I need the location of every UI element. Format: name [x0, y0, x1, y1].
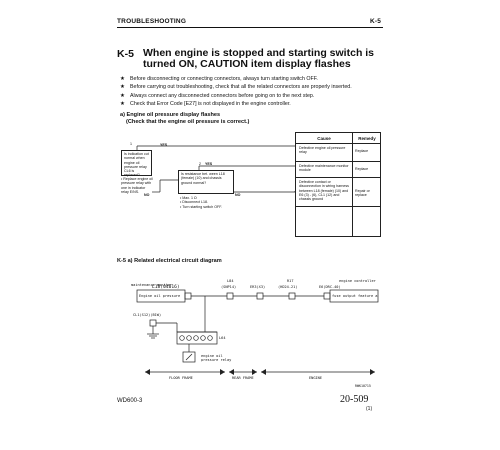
- row-divider: [296, 177, 381, 178]
- cl1-label: CL1(S12)(B1W): [133, 313, 162, 317]
- table-row-remedy: Replace: [355, 167, 369, 171]
- cause-remedy-table: [295, 132, 381, 237]
- q2-yes-label: YES: [205, 162, 213, 166]
- remedy-header: Remedy: [358, 135, 376, 141]
- q2-number: 2: [199, 162, 201, 166]
- precaution-item: ★ Before disconnecting or connecting connectors, always turn starting switch OFF.: [120, 76, 318, 82]
- precaution-item: ★ Before carrying out troubleshooting, check that all the related connectors are properly inserted.: [120, 84, 352, 91]
- table-row-cause: Defective maintenance monitor module: [299, 164, 349, 173]
- q1-yes-label: YES: [160, 143, 168, 147]
- q2-no-label: NO: [235, 193, 241, 197]
- floor-frame-label: FLOOR FRAME: [169, 376, 193, 380]
- r17-label: R17: [287, 279, 294, 283]
- maintenance-monitor-label: maintenance monitor: [131, 283, 173, 287]
- e6-label: E6(DRC-40): [319, 285, 341, 289]
- table-row-remedy: Replace: [355, 149, 369, 153]
- precaution-item: ★ Always connect any disconnected connectors before going on to the next step.: [120, 92, 315, 99]
- l18-label: L18(04016): [152, 285, 180, 290]
- drawing-number: RWK10715: [355, 384, 371, 388]
- star-icon: ★: [120, 92, 125, 99]
- snp14-label: (SNP14): [221, 285, 237, 289]
- star-icon: ★: [120, 100, 125, 107]
- page-number: 20-509: [340, 394, 369, 405]
- engine-controller-label: engine controller: [339, 279, 376, 283]
- question-1-box: Is indication cut normal when engine oil pressure relay CL6 is replaced?: [121, 150, 152, 176]
- q1-number: 1: [130, 142, 132, 146]
- relay-connector-label: L64: [219, 336, 226, 340]
- row-divider: [296, 161, 381, 162]
- question-2-note: • Max. 1 Ω • Disconnect L18. • Turn starting switch OFF.: [180, 196, 222, 209]
- precaution-item: ★ Check that Error Code [E27] is not displayed in the engine controller.: [120, 100, 291, 107]
- column-divider: [352, 133, 353, 237]
- question-1-note: • Replace engine oil pressure relay with one in indicator relay E/NS.: [121, 177, 153, 194]
- star-icon: ★: [120, 76, 125, 82]
- title-code: K-5: [117, 48, 134, 60]
- page-title: When engine is stopped and starting switch is turned ON, CAUTION item display flashes: [143, 47, 375, 70]
- rear-frame-label: REAR FRAME: [232, 376, 254, 380]
- er3-label: ER3(X3): [250, 285, 266, 289]
- fuse-output-label: fuse output feature a: [332, 294, 378, 298]
- hd24-label: (HD24-21): [278, 285, 298, 289]
- table-row-remedy: Repair or replace: [355, 189, 370, 198]
- section-a-subtitle: (Check that the engine oil pressure is correct.): [126, 119, 250, 125]
- header-section-title: TROUBLESHOOTING: [117, 18, 187, 25]
- l84-label: L84: [227, 279, 234, 283]
- q1-no-label: NO: [144, 193, 150, 197]
- row-divider: [296, 206, 381, 207]
- engine-label: ENGINE: [309, 376, 322, 380]
- star-icon: ★: [120, 84, 125, 91]
- model-number: WD600-3: [117, 398, 143, 404]
- section-a-title: a) Engine oil pressure display flashes: [120, 112, 221, 118]
- section-b-title: K-5 a) Related electrical circuit diagram: [117, 258, 222, 264]
- table-row-cause: Defective contact or disconnection in wiring harness between L18 (female) (10) and E6 (3) - (6), CL1 (12) and chassis ground: [299, 180, 349, 202]
- header-code: K-5: [370, 18, 382, 25]
- engine-oil-pressure-label: Engine oil pressure: [139, 294, 181, 298]
- table-row-cause: Defective engine oil pressure relay: [299, 146, 346, 155]
- oil-pressure-relay-label: engine oil pressure relay: [201, 354, 232, 363]
- header-divider: [296, 143, 381, 144]
- circuit-diagram: [117, 270, 383, 388]
- page-sub-number: (1): [366, 406, 373, 412]
- question-2-box: Is resistance bet. ween L18 (female) (10) and chassis ground normal?: [178, 170, 234, 194]
- cause-header: Cause: [317, 135, 331, 141]
